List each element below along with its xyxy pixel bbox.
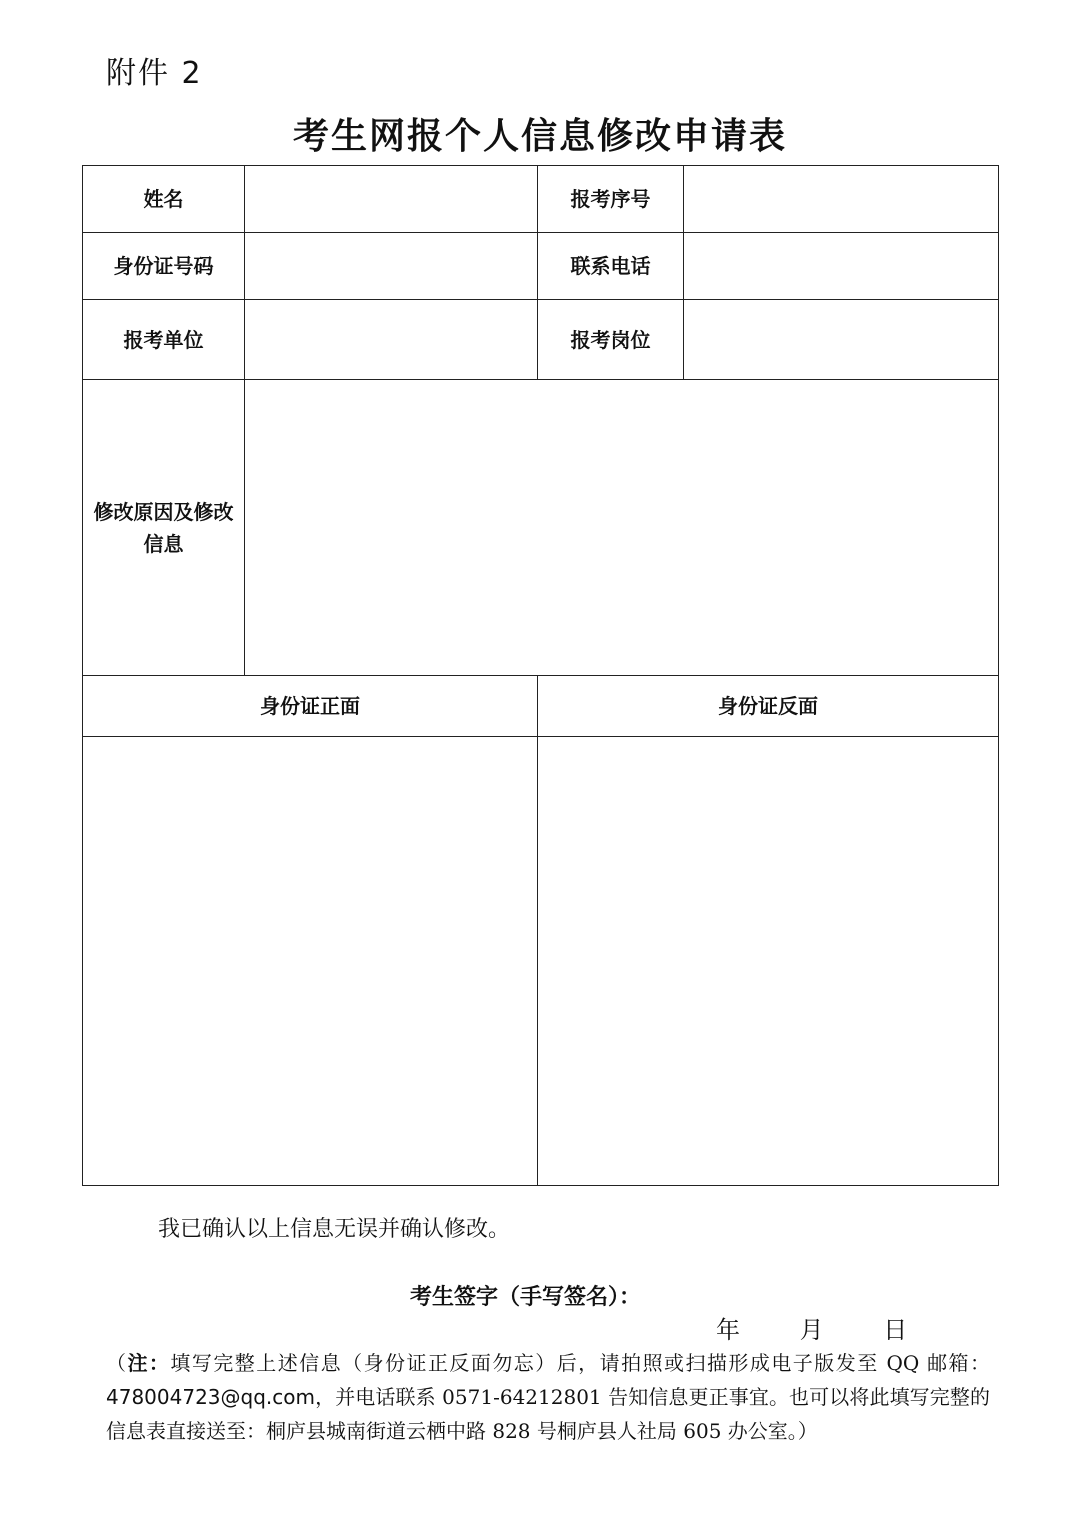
date-day: 日 xyxy=(883,1316,908,1344)
contact-email: 478004723@qq.com xyxy=(106,1385,315,1409)
reason-field[interactable] xyxy=(245,380,999,676)
post-field[interactable] xyxy=(684,300,999,380)
attachment-label: 附件 2 xyxy=(106,56,203,91)
phone-field[interactable] xyxy=(684,233,999,300)
signature-label: 考生签字（手写签名）： xyxy=(410,1285,642,1310)
form-row-id-photo-headers xyxy=(83,676,999,737)
page-title: 考生网报个人信息修改申请表 xyxy=(292,116,787,157)
phone-label: 联系电话 xyxy=(538,233,684,300)
id-back-photo-area[interactable] xyxy=(538,737,999,1186)
application-form-table xyxy=(82,165,999,1186)
id-front-label: 身份证正面 xyxy=(83,676,538,737)
form-row-id-photos xyxy=(83,737,999,1186)
note-open-paren: （ xyxy=(106,1351,128,1375)
date-line xyxy=(716,1310,907,1345)
serial-field[interactable] xyxy=(684,166,999,233)
name-label: 姓名 xyxy=(83,166,245,233)
reason-label: 修改原因及修改信息 xyxy=(93,499,234,556)
submission-note xyxy=(106,1346,990,1448)
form-row-unit xyxy=(83,300,999,380)
form-row-reason xyxy=(83,380,999,676)
date-month: 月 xyxy=(799,1316,824,1344)
note-body: 填写完整上述信息（身份证正反面勿忘）后，请拍照或扫描形成电子版发至 QQ 邮箱： xyxy=(170,1351,991,1375)
reason-label-cell xyxy=(83,380,245,676)
name-field[interactable] xyxy=(245,166,538,233)
confirmation-statement: 我已确认以上信息无误并确认修改。 xyxy=(158,1217,511,1242)
id-number-field[interactable] xyxy=(245,233,538,300)
form-row-name xyxy=(83,166,999,233)
id-number-label: 身份证号码 xyxy=(83,233,245,300)
date-year: 年 xyxy=(716,1316,740,1344)
id-back-label: 身份证反面 xyxy=(538,676,999,737)
serial-label: 报考序号 xyxy=(538,166,684,233)
post-label: 报考岗位 xyxy=(538,300,684,380)
unit-field[interactable] xyxy=(245,300,538,380)
id-front-photo-area[interactable] xyxy=(83,737,538,1186)
unit-label: 报考单位 xyxy=(83,300,245,380)
note-rest: ，并电话联系 0571-64212801 告知信息更正事宜。也可以将此填写完整的信息表直接送至：桐庐县城南街道云栖中路 828 号桐庐县人社局 605 办公室。） xyxy=(106,1385,990,1443)
note-prefix: 注： xyxy=(127,1351,171,1375)
form-row-id xyxy=(83,233,999,300)
